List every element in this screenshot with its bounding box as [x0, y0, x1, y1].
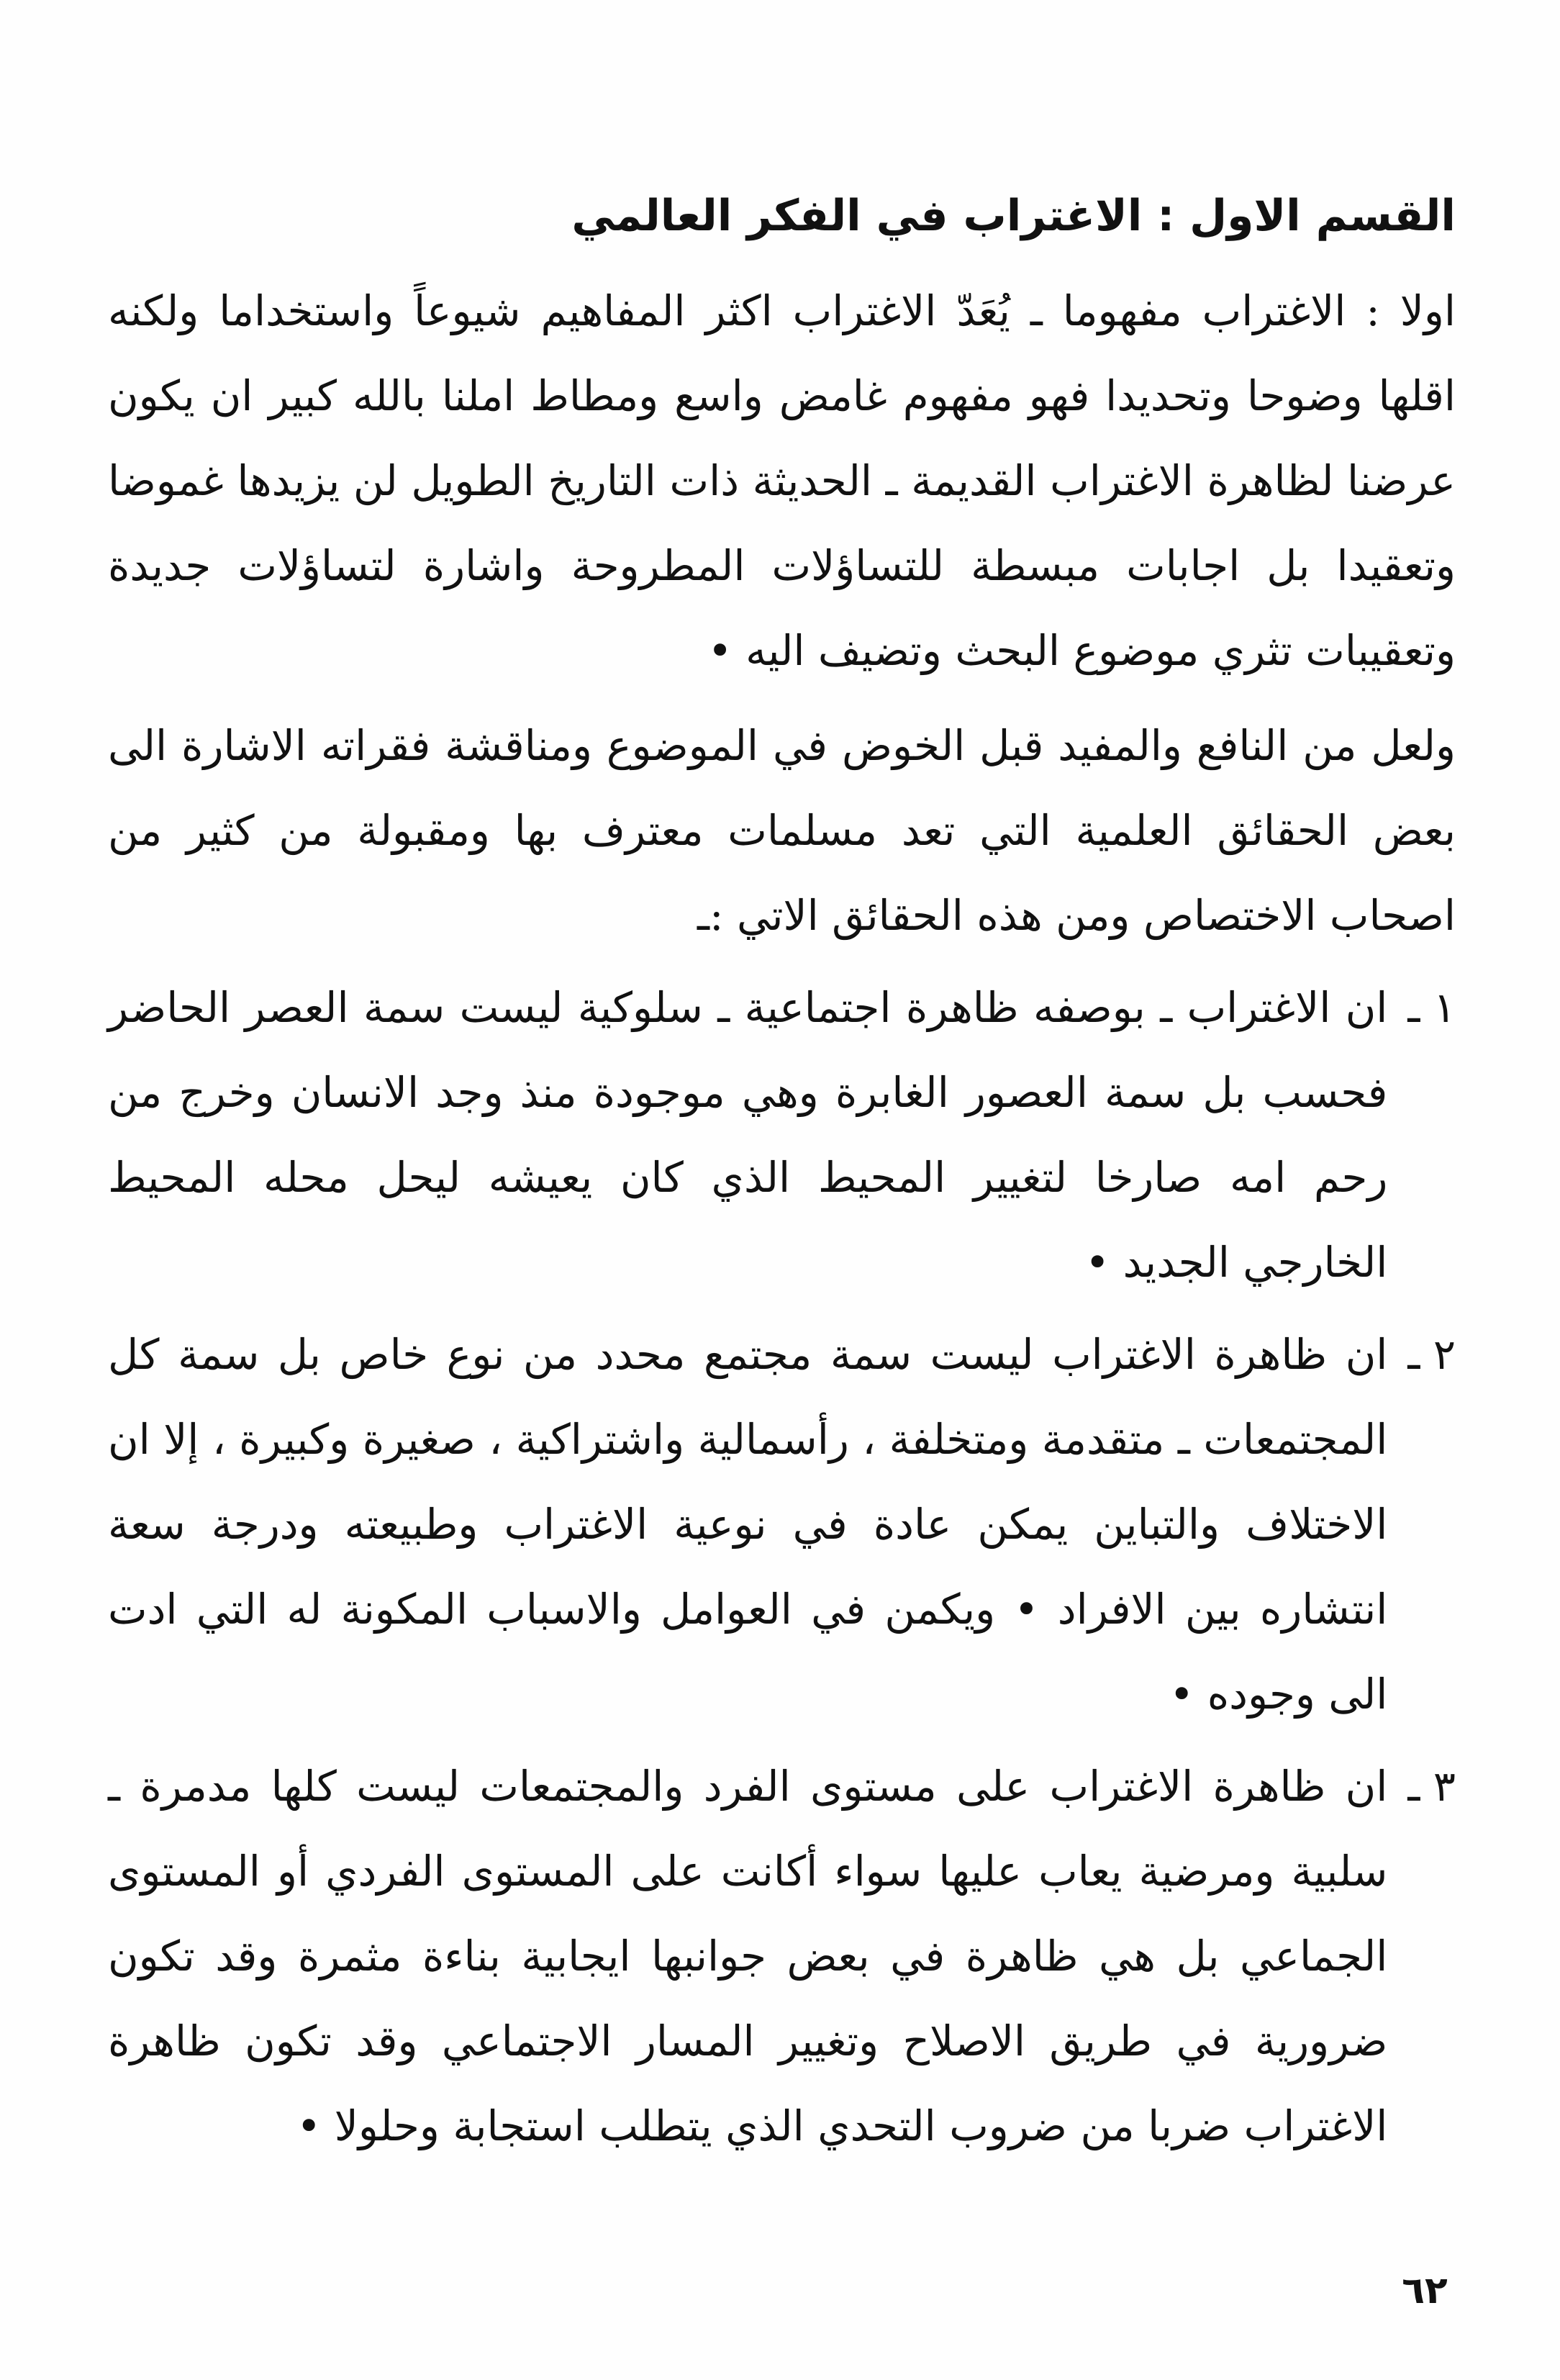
numbered-fact-3	[108, 1744, 1456, 2168]
intro-paragraph: اولا : الاغتراب مفهوما ـ يُعَدّ الاغتراب اكثر المفاهيم شيوعاً واستخداما ولكنه اقلها وضوحا وتحديدا فهو مفهوم غامض واسع ومطاط املنا بالله كبير ان يكون عرضنا لظاهرة الاغتراب القديمة ـ الحديثة ذات التاريخ الطويل لن يزيدها غموضا وتعقيدا بل اجابات مبسطة للتساؤلات المطروحة واشارة لتساؤلات جديدة وتعقيبات تثري موضوع البحث وتضيف اليه •	[108, 286, 1456, 675]
fact-text: ان ظاهرة الاغتراب على مستوى الفرد والمجتمعات ليست كلها مدمرة ـ سلبية ومرضية يعاب عليها سواء أكانت على المستوى الفردي أو المستوى الجماعي بل هي ظاهرة في بعض جوانبها ايجابية بناءة مثمرة وقد تكون ضرورية في طريق الاصلاح وتغيير المسار الاجتماعي وقد تكون ظاهرة الاغتراب ضربا من ضروب التحدي الذي يتطلب استجابة وحلولا •	[108, 1762, 1388, 2150]
fact-number: ٣ ـ	[1407, 1762, 1456, 1811]
section-heading: القسم الاول : الاغتراب في الفكر العالمي	[571, 191, 1456, 241]
fact-text: ان ظاهرة الاغتراب ليست سمة مجتمع محدد من نوع خاص بل سمة كل المجتمعات ـ متقدمة ومتخلفة ، رأسمالية واشتراكية ، صغيرة وكبيرة ، إلا ان الاختلاف والتباين يمكن عادة في نوعية الاغتراب وطبيعته ودرجة سعة انتشاره بين الافراد • ويكمن في العوامل والاسباب المكونة له التي ادت الى وجوده •	[108, 1330, 1388, 1719]
page-number: ٦٢	[1402, 2269, 1448, 2312]
numbered-fact-2	[108, 1312, 1456, 1737]
facts-intro-paragraph: ولعل من النافع والمفيد قبل الخوض في الموضوع ومناقشة فقراته الاشارة الى بعض الحقائق العلمية التي تعد مسلمات معترف بها ومقبولة من كثير من اصحاب الاختصاص ومن هذه الحقائق الاتي :ـ	[108, 721, 1456, 940]
numbered-fact-1	[108, 965, 1456, 1305]
fact-number: ١ ـ	[1407, 983, 1456, 1032]
page-content	[108, 184, 1456, 2168]
fact-text: ان الاغتراب ـ بوصفه ظاهرة اجتماعية ـ سلوكية ليست سمة العصر الحاضر فحسب بل سمة العصور الغابرة وهي موجودة منذ وجد الانسان وخرج من رحم امه صارخا لتغيير المحيط الذي كان يعيشه ليحل محله المحيط الخارجي الجديد •	[108, 983, 1388, 1287]
fact-number: ٢ ـ	[1407, 1330, 1456, 1379]
